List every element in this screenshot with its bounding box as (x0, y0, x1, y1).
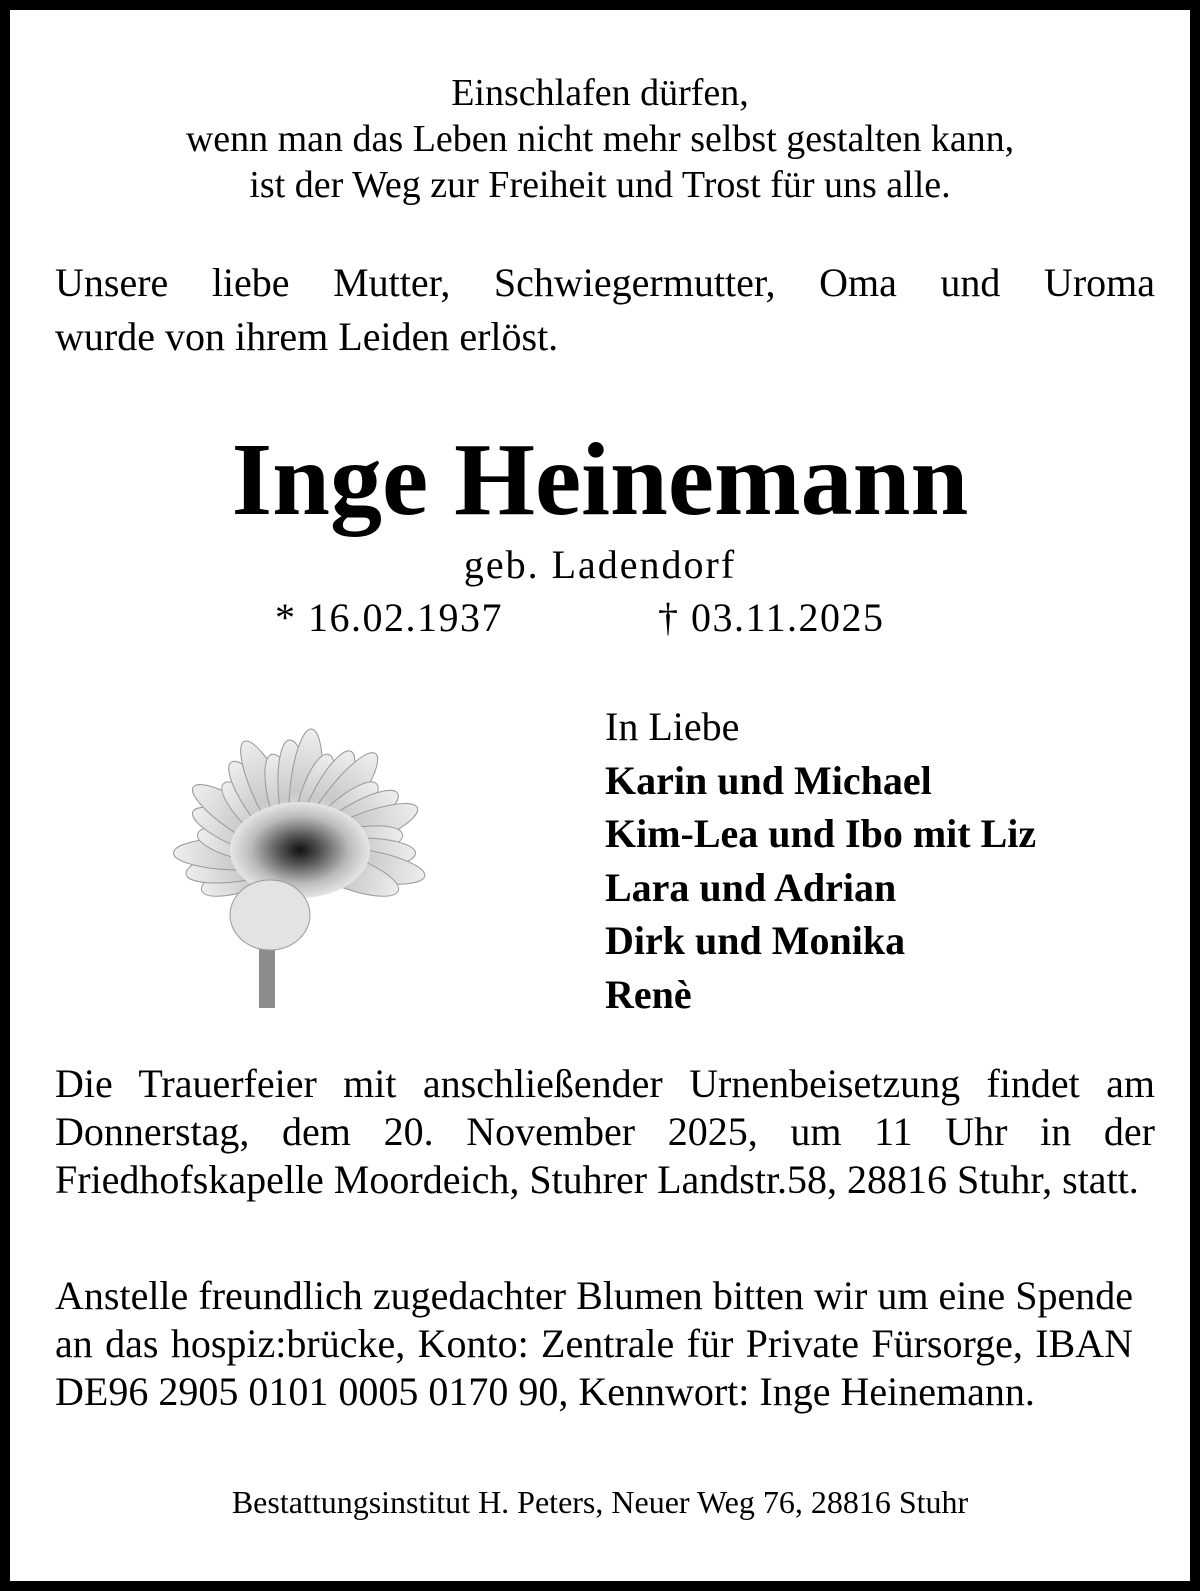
family-member: Renè (605, 971, 692, 1017)
intro-text (55, 256, 1155, 364)
donation-info: Anstelle freundlich zugedachter Blumen bitten wir um eine Spende an das hospiz:brücke, Konto: Zentrale für Private Fürsorge, IBAN DE96 2905 0101 0005 0170 90, Kennwort: Inge Heinemann. (55, 1273, 1133, 1414)
motto-line: Einschlafen dürfen, (451, 72, 749, 114)
family-intro: In Liebe (605, 704, 740, 749)
family-member: Lara und Adrian (605, 864, 897, 910)
family-member: Karin und Michael (605, 757, 932, 803)
birth-date: * 16.02.1937 (275, 595, 503, 640)
intro-line: wurde von ihrem Leiden erlöst. (55, 314, 559, 359)
family-member: Dirk und Monika (605, 918, 906, 963)
deceased-name: Inge Heinemann (231, 422, 969, 537)
family-member: Kim-Lea und Ibo mit Liz (605, 811, 1037, 856)
motto-line: wenn man das Leben nicht mehr selbst gestalten kann, (185, 118, 1015, 160)
flower-image (140, 710, 460, 1010)
motto-poem (0, 70, 1200, 208)
motto-line: ist der Weg zur Freiheit und Trost für uns alle. (249, 164, 951, 206)
gerbera-flower-icon (140, 710, 460, 1010)
death-date: † 03.11.2025 (658, 595, 885, 640)
funeral-home: Bestattungsinstitut H. Peters, Neuer Weg 76, 28816 Stuhr (231, 1484, 969, 1520)
intro-line: Unsere liebe Mutter, Schwiegermutter, Oma und Uroma (55, 260, 1155, 305)
maiden-name: geb. Ladendorf (463, 542, 737, 587)
service-info: Die Trauerfeier mit anschließender Urnenbeisetzung findet am Donnerstag, dem 20. November 2025, um 11 Uhr in der Friedhofskapelle Moordeich, Stuhrer Landstr.58, 28816 Stuhr, statt. (55, 1061, 1155, 1202)
family-list (605, 700, 1036, 1021)
